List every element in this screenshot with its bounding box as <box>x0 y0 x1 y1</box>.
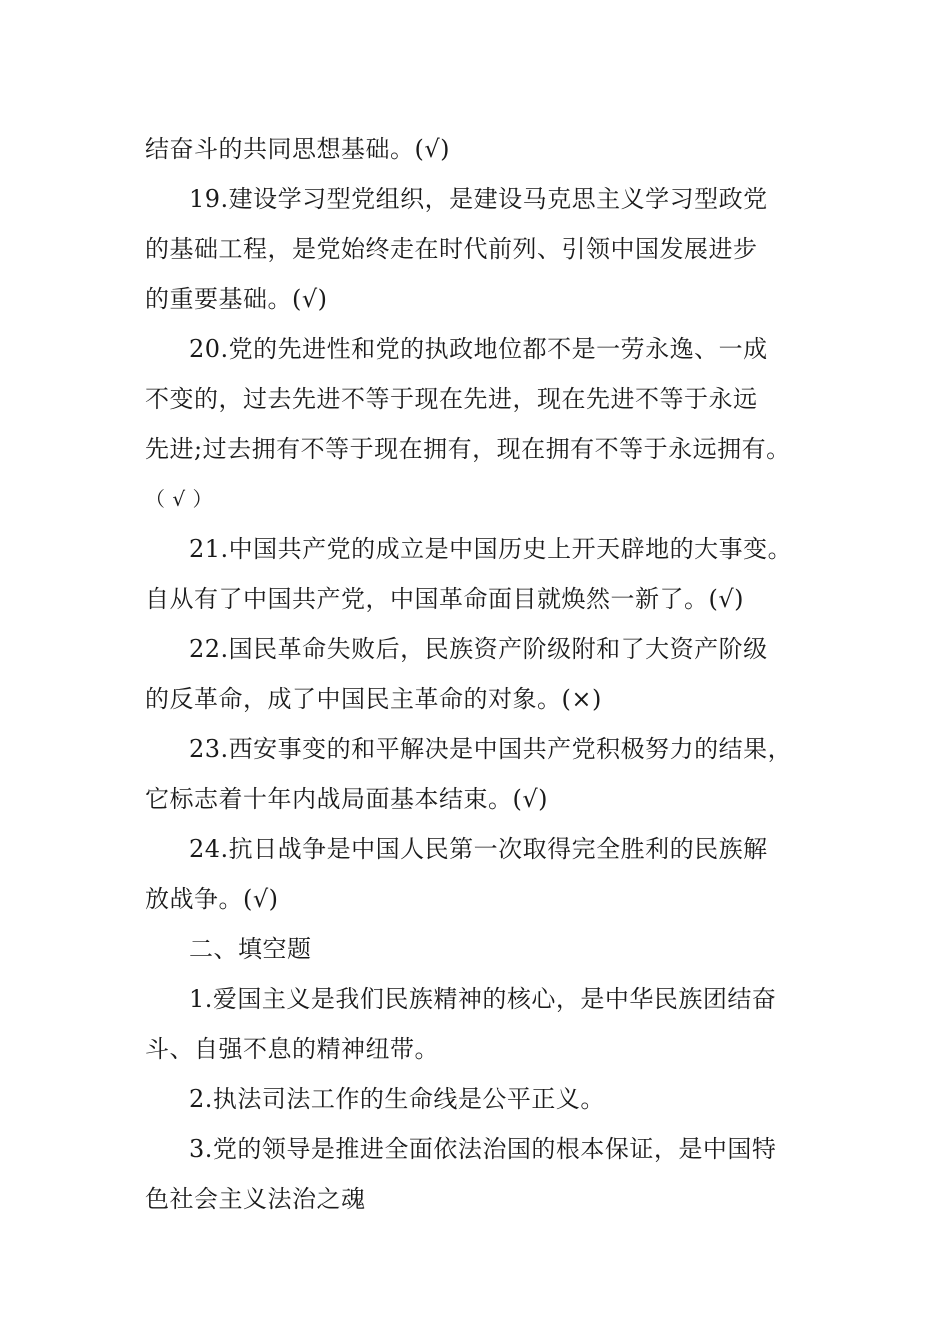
document-body <box>145 124 820 1224</box>
text-line: 20.党的先进性和党的执政地位都不是一劳永逸、一成 <box>189 335 768 363</box>
text-line: 自从有了中国共产党，中国革命面目就焕然一新了。(√) <box>145 585 745 613</box>
text-line: 21.中国共产党的成立是中国历史上开天辟地的大事变。 <box>189 535 793 563</box>
text-line: 22.国民革命失败后，民族资产阶级附和了大资产阶级 <box>189 635 768 663</box>
text-line: 3.党的领导是推进全面依法治国的根本保证，是中国特 <box>189 1135 777 1163</box>
section-heading: 二、填空题 <box>189 935 312 963</box>
text-line: 不变的，过去先进不等于现在先进，现在先进不等于永远 <box>145 385 758 413</box>
text-line: 23.西安事变的和平解决是中国共产党积极努力的结果， <box>189 735 793 763</box>
text-line: 24.抗日战争是中国人民第一次取得完全胜利的民族解 <box>189 835 768 863</box>
text-line: 先进;过去拥有不等于现在拥有，现在拥有不等于永远拥有。 <box>145 435 791 463</box>
text-line: 19.建设学习型党组织，是建设马克思主义学习型政党 <box>189 185 768 213</box>
text-line: 的反革命，成了中国民主革命的对象。(×) <box>145 685 602 713</box>
text-line: 斗、自强不息的精神纽带。 <box>145 1035 439 1063</box>
text-line: 的基础工程，是党始终走在时代前列、引领中国发展进步 <box>145 235 758 263</box>
text-line: 的重要基础。(√) <box>145 285 328 313</box>
text-line: 色社会主义法治之魂 <box>145 1185 366 1213</box>
text-line: 结奋斗的共同思想基础。(√) <box>145 135 451 163</box>
text-line: （ √ ） <box>145 487 213 511</box>
text-line: 它标志着十年内战局面基本结束。(√) <box>145 785 549 813</box>
text-line: 放战争。(√) <box>145 885 279 913</box>
text-line: 2.执法司法工作的生命线是公平正义。 <box>189 1085 605 1113</box>
text-line: 1.爱国主义是我们民族精神的核心，是中华民族团结奋 <box>189 985 777 1013</box>
